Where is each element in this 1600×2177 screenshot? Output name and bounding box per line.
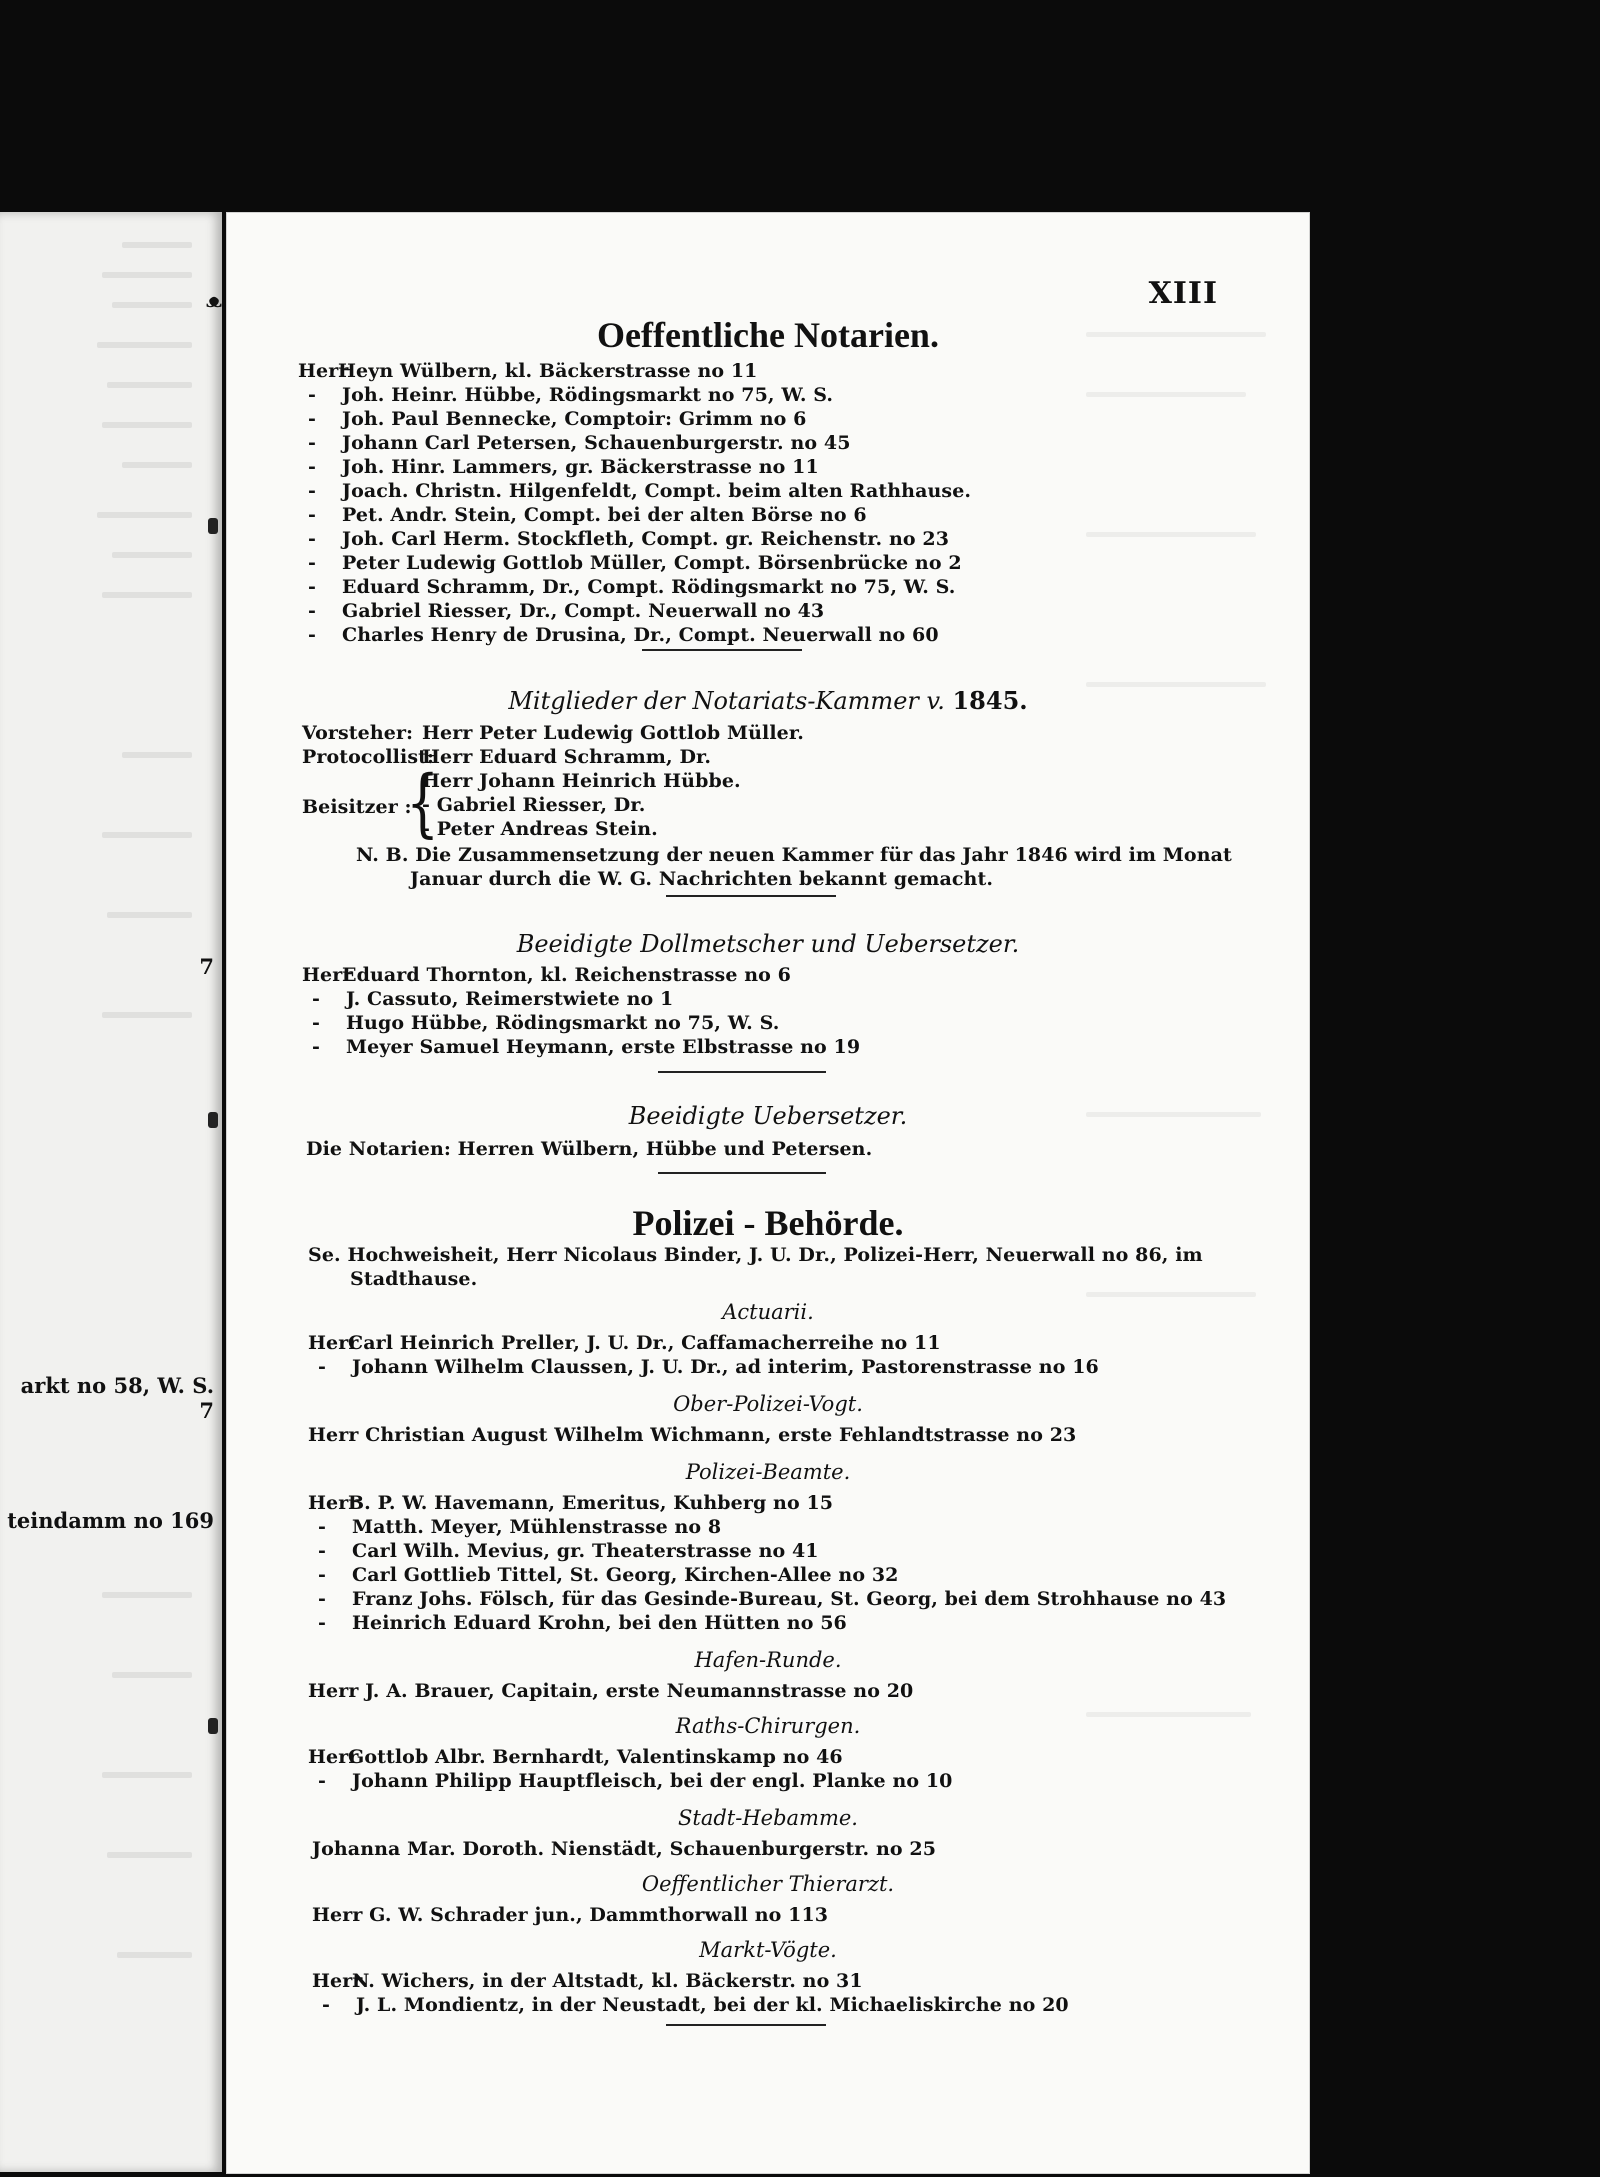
section-title-kammer: Mitglieder der Notariats-Kammer v. 1845. xyxy=(508,686,1028,715)
document-page xyxy=(206,212,1310,2174)
previous-page-strip xyxy=(0,212,222,2172)
subheading-hebamme: Stadt-Hebamme. xyxy=(678,1806,858,1830)
bleed-through-text xyxy=(107,912,192,918)
notar-entry: - Charles Henry de Drusina, Dr., Compt. Neuerwall no 60 xyxy=(308,624,939,646)
bleed-through-text xyxy=(122,242,192,248)
section-divider xyxy=(658,1071,826,1073)
thierarzt-entry: Herr G. W. Schrader jun., Dammthorwall no 113 xyxy=(312,1904,829,1926)
chirurg-entry: HerrGottlob Albr. Bernhardt, Valentinskamp no 46 xyxy=(308,1746,843,1768)
bleed-through-text xyxy=(102,272,192,278)
notar-entry: - Joh. Hinr. Lammers, gr. Bäckerstrasse no 11 xyxy=(308,456,819,478)
margin-mark: ᴥ xyxy=(206,288,223,312)
actuarius-entry: - Johann Wilhelm Claussen, J. U. Dr., ad interim, Pastorenstrasse no 16 xyxy=(318,1356,1099,1378)
bleed-through-text xyxy=(107,382,192,388)
polizei-head: Stadthause. xyxy=(350,1268,478,1290)
section-title-dollmetscher: Beeidigte Dollmetscher und Uebersetzer. xyxy=(516,930,1020,958)
section-divider xyxy=(642,649,802,651)
kammer-beisitzer: - Peter Andreas Stein. xyxy=(422,818,658,840)
kammer-beisitzer-label: Beisitzer : xyxy=(302,796,412,818)
bleed-through-text xyxy=(122,752,192,758)
binding-mark xyxy=(208,1718,218,1734)
beamte-entry: - Carl Gottlieb Tittel, St. Georg, Kirchen-Allee no 32 xyxy=(318,1564,899,1586)
bleed-through-text xyxy=(107,1852,192,1858)
uebersetzer-text: Die Notarien: Herren Wülbern, Hübbe und Petersen. xyxy=(306,1138,873,1160)
actuarius-entry: HerrCarl Heinrich Preller, J. U. Dr., Caffamacherreihe no 11 xyxy=(308,1332,941,1354)
left-page-fragment: arkt no 58, W. S. xyxy=(20,1373,214,1398)
beisitzer-brace: { xyxy=(406,760,440,846)
bleed-through-text xyxy=(102,832,192,838)
notar-entry: HerrHeyn Wülbern, kl. Bäckerstrasse no 11 xyxy=(298,360,758,382)
notar-entry: - Gabriel Riesser, Dr., Compt. Neuerwall no 43 xyxy=(308,600,825,622)
bleed-through-text xyxy=(112,552,192,558)
subheading-thierarzt: Oeffentlicher Thierarzt. xyxy=(641,1872,895,1896)
notar-entry: - Joh. Carl Herm. Stockfleth, Compt. gr. Reichenstr. no 23 xyxy=(308,528,950,550)
beamte-entry: - Carl Wilh. Mevius, gr. Theaterstrasse no 41 xyxy=(318,1540,819,1562)
notar-entry: - Joh. Heinr. Hübbe, Rödingsmarkt no 75, W. S. xyxy=(308,384,834,406)
vogt-entry: Herr Christian August Wilhelm Wichmann, erste Fehlandtstrasse no 23 xyxy=(308,1424,1077,1446)
binding-mark xyxy=(208,1112,218,1128)
notar-entry: - Peter Ludewig Gottlob Müller, Compt. Börsenbrücke no 2 xyxy=(308,552,962,574)
notar-entry: - Johann Carl Petersen, Schauenburgerstr. no 45 xyxy=(308,432,851,454)
subheading-actuarii: Actuarii. xyxy=(722,1300,814,1324)
kammer-note: N. B. Die Zusammensetzung der neuen Kammer für das Jahr 1846 wird im Monat xyxy=(356,844,1232,866)
vogt-market-entry: HerrN. Wichers, in der Altstadt, kl. Bäckerstr. no 31 xyxy=(312,1970,863,1992)
bleed-through-text xyxy=(112,1672,192,1678)
beamte-entry: HerrB. P. W. Havemann, Emeritus, Kuhberg no 15 xyxy=(308,1492,834,1514)
dollmetscher-entry: HerrEduard Thornton, kl. Reichenstrasse no 6 xyxy=(302,964,791,986)
bleed-through-text xyxy=(102,1592,192,1598)
dollmetscher-entry: - J. Cassuto, Reimerstwiete no 1 xyxy=(312,988,674,1010)
notar-entry: - Joach. Christn. Hilgenfeldt, Compt. beim alten Rathhause. xyxy=(308,480,972,502)
page-number: XIII xyxy=(1148,276,1218,311)
kammer-protocollist: Protocollist:Herr Eduard Schramm, Dr. xyxy=(302,746,712,768)
subheading-voegte: Markt-Vögte. xyxy=(699,1938,837,1962)
notar-entry: - Pet. Andr. Stein, Compt. bei der alten Börse no 6 xyxy=(308,504,867,526)
kammer-vorsteher: Vorsteher: Herr Peter Ludewig Gottlob Müller. xyxy=(302,722,804,744)
notar-entry: - Joh. Paul Bennecke, Comptoir: Grimm no 6 xyxy=(308,408,807,430)
section-title-notarien: Oeffentliche Notarien. xyxy=(597,315,939,355)
bleed-through-text xyxy=(112,302,192,308)
left-page-fragment: teindamm no 169 xyxy=(7,1508,214,1533)
dollmetscher-entry: - Hugo Hübbe, Rödingsmarkt no 75, W. S. xyxy=(312,1012,780,1034)
section-title-polizei: Polizei - Behörde. xyxy=(632,1203,904,1243)
bleed-through-text xyxy=(102,1012,192,1018)
binding-mark xyxy=(208,518,218,534)
bleed-through-text xyxy=(97,512,192,518)
left-page-fragment: 7 xyxy=(199,954,214,979)
section-divider xyxy=(658,1172,826,1174)
section-divider xyxy=(666,895,836,897)
beamte-entry: - Heinrich Eduard Krohn, bei den Hütten no 56 xyxy=(318,1612,847,1634)
kammer-beisitzer: Herr Johann Heinrich Hübbe. xyxy=(422,770,741,792)
bleed-through-text xyxy=(102,422,192,428)
left-page-fragment: 7 xyxy=(199,1398,214,1423)
bleed-through-text xyxy=(1086,1292,1256,1297)
beamte-entry: - Franz Johs. Fölsch, für das Gesinde-Bureau, St. Georg, bei dem Strohhause no 43 xyxy=(318,1588,1227,1610)
kammer-beisitzer: - Gabriel Riesser, Dr. xyxy=(422,794,646,816)
subheading-hafen: Hafen-Runde. xyxy=(694,1648,842,1672)
subheading-beamte: Polizei-Beamte. xyxy=(685,1460,851,1484)
bleed-through-text xyxy=(102,1772,192,1778)
dollmetscher-entry: - Meyer Samuel Heymann, erste Elbstrasse no 19 xyxy=(312,1036,861,1058)
bleed-through-text xyxy=(97,342,192,348)
beamte-entry: - Matth. Meyer, Mühlenstrasse no 8 xyxy=(318,1516,722,1538)
bleed-through-text xyxy=(122,462,192,468)
vogt-market-entry: - J. L. Mondientz, in der Neustadt, bei der kl. Michaeliskirche no 20 xyxy=(322,1994,1069,2016)
hebamme-entry: Johanna Mar. Doroth. Nienstädt, Schauenburgerstr. no 25 xyxy=(312,1838,937,1860)
section-divider xyxy=(666,2024,826,2026)
hafen-entry: Herr J. A. Brauer, Capitain, erste Neumannstrasse no 20 xyxy=(308,1680,914,1702)
bleed-through-text xyxy=(1086,532,1256,537)
bleed-through-text xyxy=(102,592,192,598)
section-title-uebersetzer: Beeidigte Uebersetzer. xyxy=(628,1102,908,1130)
kammer-note: Januar durch die W. G. Nachrichten bekannt gemacht. xyxy=(410,868,994,890)
bleed-through-text xyxy=(117,1952,192,1958)
chirurg-entry: - Johann Philipp Hauptfleisch, bei der engl. Planke no 10 xyxy=(318,1770,953,1792)
bleed-through-text xyxy=(1086,392,1246,397)
subheading-chirurgen: Raths-Chirurgen. xyxy=(675,1714,861,1738)
polizei-head: Se. Hochweisheit, Herr Nicolaus Binder, J. U. Dr., Polizei-Herr, Neuerwall no 86, im xyxy=(308,1244,1203,1266)
notar-entry: - Eduard Schramm, Dr., Compt. Rödingsmarkt no 75, W. S. xyxy=(308,576,956,598)
subheading-vogt: Ober-Polizei-Vogt. xyxy=(673,1392,863,1416)
